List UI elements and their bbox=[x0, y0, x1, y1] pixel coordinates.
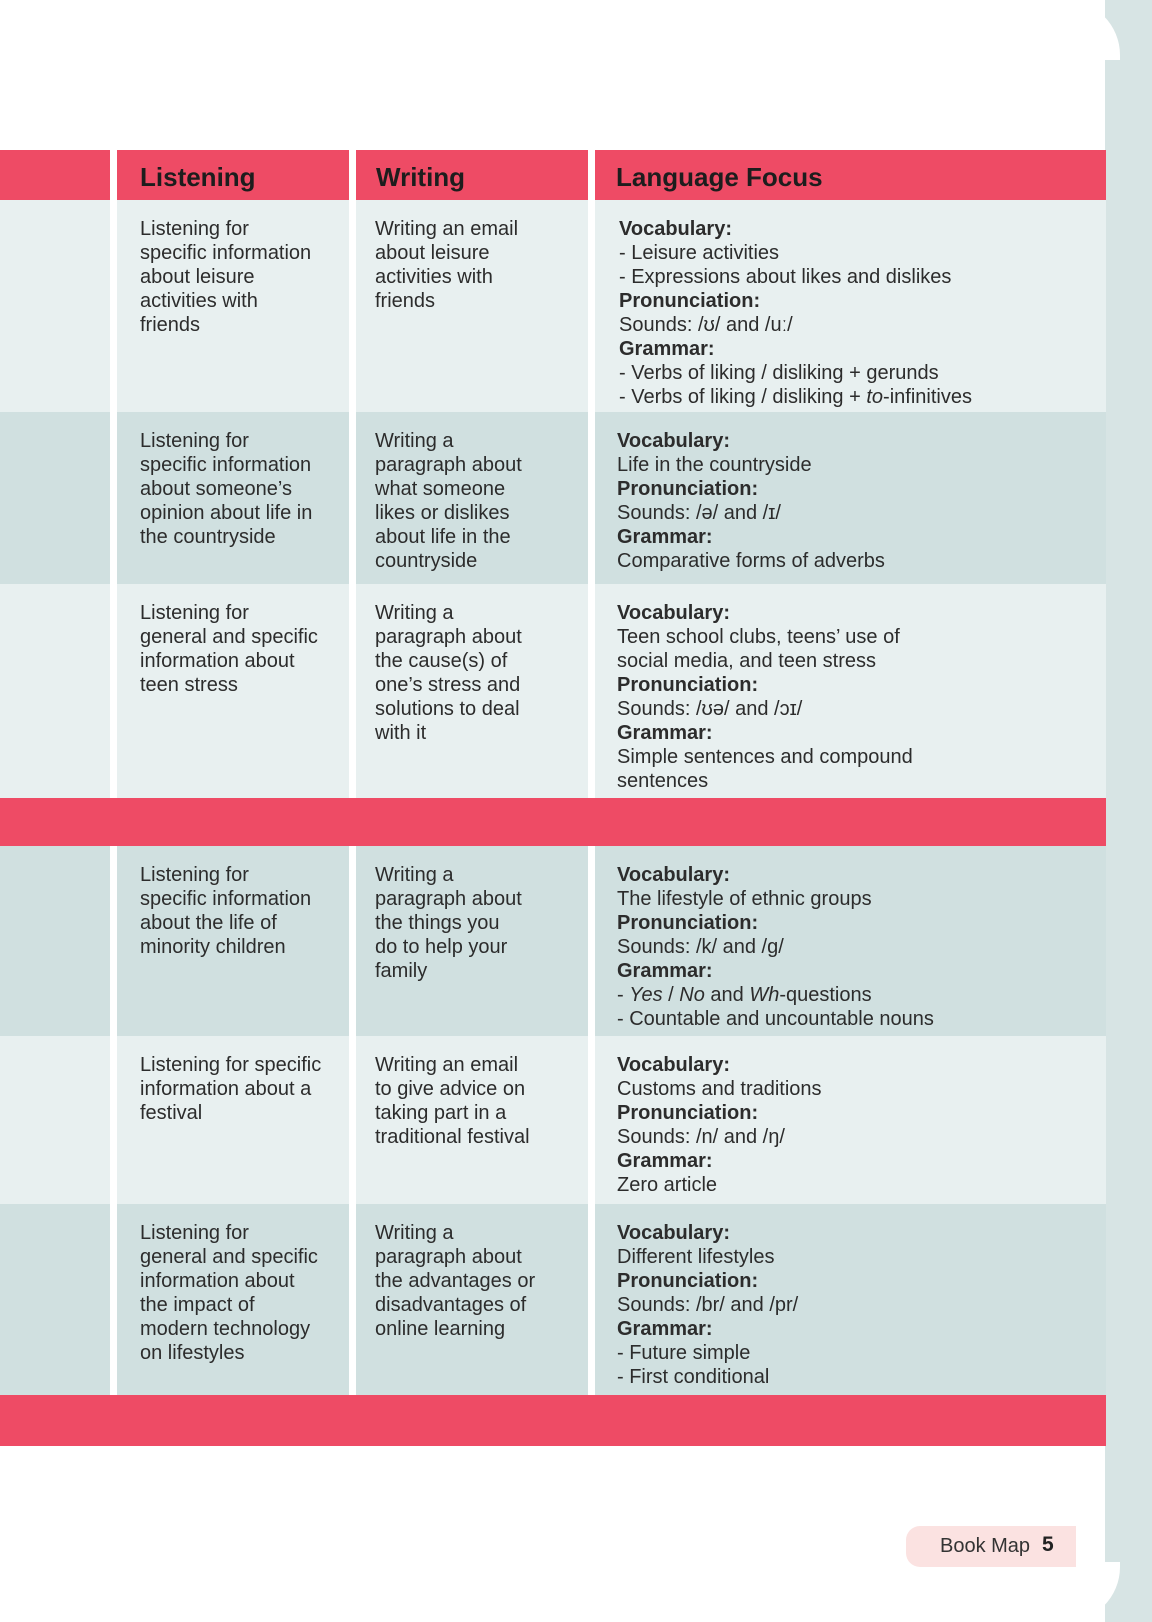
grammar-label: Grammar: bbox=[619, 338, 715, 360]
section-divider-band-overlay bbox=[0, 798, 1106, 846]
grammar-label: Grammar: bbox=[617, 1318, 713, 1340]
listening-cell: Listening for specific information about someone’s opinion about life in the countryside bbox=[140, 430, 313, 548]
listening-cell: Listening for specific information about leisure activities with friends bbox=[140, 218, 312, 336]
table-header bbox=[0, 150, 1106, 200]
vocabulary-label: Vocabulary: bbox=[617, 1054, 730, 1076]
vocabulary-label: Vocabulary: bbox=[617, 864, 730, 886]
listening-cell: Listening for specific information about the life of minority children bbox=[140, 864, 312, 958]
pronunciation-label: Pronunciation: bbox=[617, 478, 759, 500]
writing-cell: Writing an email about leisure activities with friends bbox=[375, 218, 519, 312]
header-language-focus: Language Focus bbox=[616, 162, 823, 192]
language-focus-cell: Vocabulary: Different lifestyles Pronunciation: Sounds: /br/ and /pr/ Grammar: - Future simple - First conditional bbox=[617, 1222, 799, 1388]
language-focus-cell: Vocabulary: The lifestyle of ethnic groups Pronunciation: Sounds: /k/ and /ɡ/ Grammar: - Yes / No and Wh-questions - Countable and uncountable nouns bbox=[617, 864, 934, 1030]
table-row bbox=[0, 1204, 1106, 1395]
column-divider bbox=[110, 150, 117, 1395]
grammar-label: Grammar: bbox=[617, 1150, 713, 1172]
writing-cell: Writing a paragraph about the advantages or disadvantages of online learning bbox=[375, 1222, 536, 1340]
table-row bbox=[0, 846, 1106, 1036]
table-row bbox=[0, 1036, 1106, 1204]
pronunciation-label: Pronunciation: bbox=[617, 674, 759, 696]
grammar-label: Grammar: bbox=[617, 526, 713, 548]
vocabulary-label: Vocabulary: bbox=[617, 1222, 730, 1244]
table-row bbox=[0, 412, 1106, 584]
footer-label: Book Map bbox=[940, 1535, 1031, 1557]
page-edge-strip bbox=[1105, 0, 1152, 1622]
vocabulary-label: Vocabulary: bbox=[617, 430, 730, 452]
writing-cell: Writing an email to give advice on taking part in a traditional festival bbox=[375, 1054, 530, 1148]
column-divider bbox=[349, 150, 356, 1395]
writing-cell: Writing a paragraph about the things you do to help your family bbox=[375, 864, 522, 982]
vocabulary-label: Vocabulary: bbox=[617, 602, 730, 624]
table-row bbox=[0, 584, 1106, 798]
section-divider-band-overlay bbox=[0, 1395, 1106, 1446]
header-writing: Writing bbox=[376, 162, 466, 192]
writing-cell: Writing a paragraph about what someone likes or dislikes about life in the countryside bbox=[375, 430, 522, 572]
language-focus-cell: Vocabulary: Teen school clubs, teens’ use of social media, and teen stress Pronunciation: Sounds: /ʊə/ and /ɔɪ/ Grammar: Simple sentences and compound sentences bbox=[617, 602, 913, 792]
pronunciation-label: Pronunciation: bbox=[617, 1270, 759, 1292]
language-focus-cell: Vocabulary: Customs and traditions Pronunciation: Sounds: /n/ and /ŋ/ Grammar: Zero article bbox=[617, 1054, 822, 1196]
pronunciation-label: Pronunciation: bbox=[617, 1102, 759, 1124]
grammar-label: Grammar: bbox=[617, 722, 713, 744]
language-focus-cell: Vocabulary: - Leisure activities - Expressions about likes and dislikes Pronunciation: Sounds: /ʊ/ and /uː/ Grammar: - Verbs of liking / disliking + gerunds - Verbs of liking / disliking + to-infinitives bbox=[619, 218, 972, 408]
grammar-label: Grammar: bbox=[617, 960, 713, 982]
pronunciation-label: Pronunciation: bbox=[617, 912, 759, 934]
header-listening: Listening bbox=[140, 162, 256, 192]
page-number: 5 bbox=[1042, 1533, 1054, 1556]
pronunciation-label: Pronunciation: bbox=[619, 290, 761, 312]
listening-cell: Listening for general and specific information about the impact of modern technology on lifestyles bbox=[140, 1222, 318, 1364]
table-row bbox=[0, 200, 1106, 412]
listening-cell: Listening for general and specific information about teen stress bbox=[140, 602, 318, 696]
column-divider bbox=[588, 150, 595, 1395]
listening-cell: Listening for specific information about a festival bbox=[140, 1054, 322, 1124]
writing-cell: Writing a paragraph about the cause(s) of one’s stress and solutions to deal with it bbox=[375, 602, 522, 744]
vocabulary-label: Vocabulary: bbox=[619, 218, 732, 240]
language-focus-cell: Vocabulary: Life in the countryside Pronunciation: Sounds: /ə/ and /ɪ/ Grammar: Comparative forms of adverbs bbox=[617, 430, 885, 572]
